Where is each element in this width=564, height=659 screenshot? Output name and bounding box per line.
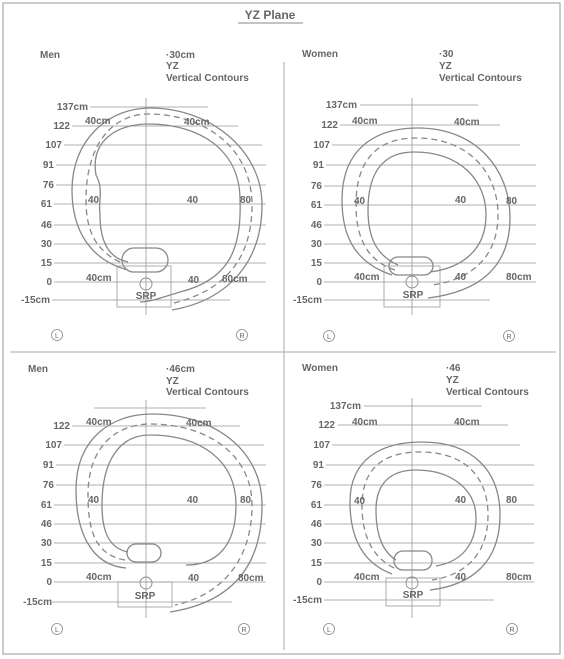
svg-text:61: 61 xyxy=(310,500,322,511)
svg-text:30: 30 xyxy=(40,538,52,549)
svg-text:122: 122 xyxy=(318,420,335,431)
svg-text:0: 0 xyxy=(316,577,322,588)
panel-contour-label: Vertical Contours xyxy=(166,387,249,398)
svg-text:80cm: 80cm xyxy=(238,573,264,584)
svg-text:-15cm: -15cm xyxy=(293,295,322,306)
y-axis-ticks xyxy=(23,421,70,608)
svg-text:40: 40 xyxy=(188,573,200,584)
svg-text:91: 91 xyxy=(42,460,54,471)
svg-text:76: 76 xyxy=(310,480,322,491)
right-marker: R xyxy=(239,333,245,340)
contour-solid-outer xyxy=(350,442,500,590)
svg-text:76: 76 xyxy=(310,181,322,192)
svg-text:15: 15 xyxy=(40,558,52,569)
svg-text:15: 15 xyxy=(310,258,322,269)
panel-depth-label: ·30 xyxy=(439,49,454,60)
tick-label: 61 xyxy=(40,199,52,210)
svg-text:40: 40 xyxy=(88,195,100,206)
contour-solid-inner xyxy=(368,152,486,272)
panel-men-46 xyxy=(23,364,266,635)
svg-text:91: 91 xyxy=(312,460,324,471)
tick-label: 137cm xyxy=(56,102,88,113)
panel-group-label: Men xyxy=(28,364,48,375)
panel-women-46 xyxy=(293,363,534,635)
right-marker: R xyxy=(506,334,512,341)
svg-text:80: 80 xyxy=(240,195,252,206)
tick-label: 76 xyxy=(42,180,54,191)
y-axis-ticks xyxy=(293,100,357,306)
contour-dashed-middle xyxy=(88,424,252,605)
srp-label: SRP xyxy=(135,291,157,302)
panel-plane-label: YZ xyxy=(446,375,459,386)
panel-contour-label: Vertical Contours xyxy=(166,73,249,84)
svg-text:40cm: 40cm xyxy=(86,572,112,583)
svg-text:80: 80 xyxy=(240,495,252,506)
svg-text:40: 40 xyxy=(455,195,467,206)
svg-text:137cm: 137cm xyxy=(325,100,357,111)
svg-text:91: 91 xyxy=(312,160,324,171)
panel-women-30 xyxy=(293,49,536,342)
svg-text:40: 40 xyxy=(455,495,467,506)
svg-text:122: 122 xyxy=(321,120,338,131)
svg-text:30: 30 xyxy=(310,239,322,250)
tick-label: 122 xyxy=(53,121,70,132)
svg-text:40cm: 40cm xyxy=(454,117,480,128)
svg-text:40cm: 40cm xyxy=(85,116,111,127)
svg-text:46: 46 xyxy=(310,220,322,231)
svg-text:137cm: 137cm xyxy=(329,401,361,412)
tick-label: 91 xyxy=(42,160,54,171)
svg-text:40: 40 xyxy=(187,495,199,506)
left-marker: L xyxy=(55,333,59,340)
svg-text:40cm: 40cm xyxy=(352,116,378,127)
svg-text:40cm: 40cm xyxy=(352,417,378,428)
srp-label: SRP xyxy=(134,591,156,602)
svg-text:0: 0 xyxy=(46,577,52,588)
figure-title: YZ Plane xyxy=(244,8,296,22)
panel-plane-label: YZ xyxy=(166,61,179,72)
gridlines xyxy=(52,400,266,618)
svg-text:40: 40 xyxy=(187,195,199,206)
panel-contour-label: Vertical Contours xyxy=(446,387,529,398)
contour-value-labels xyxy=(352,417,532,583)
svg-text:40: 40 xyxy=(354,196,366,207)
svg-text:40cm: 40cm xyxy=(454,417,480,428)
right-marker: R xyxy=(241,627,247,634)
panel-depth-label: ·46 xyxy=(446,363,461,374)
panel-depth-label: ·30cm xyxy=(166,50,195,61)
svg-text:30: 30 xyxy=(310,538,322,549)
tick-label: 15 xyxy=(40,258,52,269)
tick-label: -15cm xyxy=(21,295,50,306)
y-axis-ticks xyxy=(293,401,361,606)
panel-plane-label: YZ xyxy=(166,376,179,387)
svg-text:40: 40 xyxy=(354,496,366,507)
svg-text:107: 107 xyxy=(45,440,62,451)
left-marker: L xyxy=(55,627,59,634)
svg-text:107: 107 xyxy=(313,140,330,151)
svg-text:46: 46 xyxy=(40,519,52,530)
panel-group-label: Women xyxy=(302,363,338,374)
tick-label: 0 xyxy=(46,277,52,288)
panel-group-label: Men xyxy=(40,50,60,61)
contour-lines xyxy=(350,442,500,590)
panel-plane-label: YZ xyxy=(439,61,452,72)
svg-text:40: 40 xyxy=(88,495,100,506)
tick-label: 46 xyxy=(40,220,52,231)
svg-text:122: 122 xyxy=(53,421,70,432)
svg-text:-15cm: -15cm xyxy=(293,595,322,606)
gridlines xyxy=(324,398,534,618)
seat-shape xyxy=(122,248,168,272)
svg-text:61: 61 xyxy=(40,500,52,511)
srp-label: SRP xyxy=(402,590,424,601)
svg-text:15: 15 xyxy=(310,558,322,569)
svg-text:46: 46 xyxy=(310,519,322,530)
srp-label: SRP xyxy=(402,290,424,301)
tick-label: 30 xyxy=(40,239,52,250)
tick-label: 107 xyxy=(45,140,62,151)
svg-text:80cm: 80cm xyxy=(222,274,248,285)
svg-text:76: 76 xyxy=(42,480,54,491)
svg-text:40: 40 xyxy=(455,272,467,283)
svg-text:80cm: 80cm xyxy=(506,272,532,283)
svg-text:40: 40 xyxy=(188,275,200,286)
svg-text:40cm: 40cm xyxy=(354,572,380,583)
panel-men-30 xyxy=(21,50,266,341)
svg-text:40: 40 xyxy=(455,572,467,583)
svg-text:40cm: 40cm xyxy=(86,273,112,284)
svg-text:80: 80 xyxy=(506,196,518,207)
svg-text:80cm: 80cm xyxy=(506,572,532,583)
svg-text:107: 107 xyxy=(313,440,330,451)
left-marker: L xyxy=(327,627,331,634)
svg-text:80: 80 xyxy=(506,495,518,506)
right-marker: R xyxy=(509,627,515,634)
panel-group-label: Women xyxy=(302,49,338,60)
panel-contour-label: Vertical Contours xyxy=(439,73,522,84)
panel-depth-label: ·46cm xyxy=(166,364,195,375)
svg-text:-15cm: -15cm xyxy=(23,597,52,608)
svg-text:40cm: 40cm xyxy=(184,117,210,128)
svg-text:40cm: 40cm xyxy=(186,418,212,429)
svg-text:40cm: 40cm xyxy=(86,417,112,428)
left-marker: L xyxy=(327,334,331,341)
seat-shape xyxy=(394,551,432,570)
svg-text:0: 0 xyxy=(316,277,322,288)
svg-text:61: 61 xyxy=(310,200,322,211)
contour-solid-inner xyxy=(102,435,236,565)
seat-shape xyxy=(127,544,161,562)
svg-text:40cm: 40cm xyxy=(354,272,380,283)
contour-value-labels xyxy=(86,417,264,584)
contour-dashed-middle xyxy=(362,452,488,580)
